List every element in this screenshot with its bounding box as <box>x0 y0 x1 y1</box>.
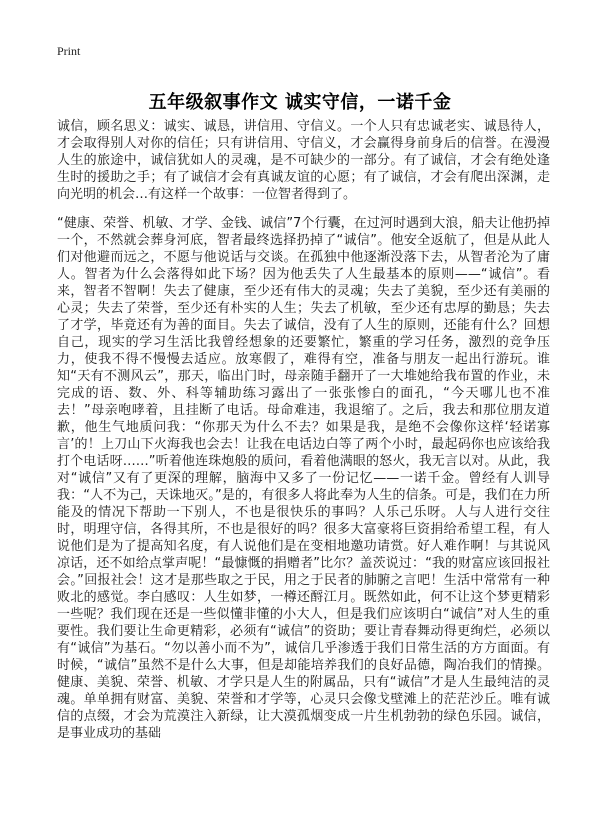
print-link[interactable]: Print <box>57 44 81 58</box>
article-paragraph: 诚信，顾名思义：诚实、诚恳，讲信用、守信义。一个人只有忠诚老实、诚恳待人，才会取得别人对你的信任；只有讲信用、守信义，才会赢得身前身后的信誉。在漫漫人生的旅途中，诚信犹如人的灵魂，是不可缺少的一部分。有了诚信，才会有绝处逢生时的援助之手；有了诚信才会有真诚友谊的心愿；有了诚信，才会有爬出深渊，走向光明的机会…有这样一个故事：一位智者得到了。 <box>57 119 550 202</box>
article-title: 五年级叙事作文 诚实守信，一诺千金 <box>148 92 452 114</box>
article-body <box>57 118 550 742</box>
article-paragraph: “健康、荣誉、机敏、才学、金钱、诚信”7个行囊，在过河时遇到大浪，船夫让他扔掉一个，不然就会葬身河底，智者最终选择扔掉了“诚信”。他安全返航了，但是从此人们对他避而远之，不愿与他说话与交谈。在孤独中他逐渐没落下去，从智者沦为了庸人。智者为什么会落得如此下场？因为他丢失了人生最基本的原则——“诚信”。看来，智者不智啊！失去了健康，至少还有伟大的灵魂；失去了美貌，至少还有美丽的心灵；失去了荣誉，至少还有朴实的人生；失去了机敏，至少还有忠厚的勤恳；失去了才学，毕竟还有为善的面目。失去了诚信，没有了人生的原则，还能有什么？回想自己，现实的学习生活比我曾经想象的还要繁忙，繁重的学习任务，激烈的竞争压力，使我不得不慢慢去适应。放寒假了，难得有空，准备与朋友一起出行游玩。谁知“天有不测风云”，那天，临出门时，母亲随手翻开了一大堆她给我布置的作业，未完成的语、数、外、科等辅助练习露出了一张张惨白的面孔，“今天哪儿也不准去！”母亲咆哮着，且挂断了电话。母命难违，我退缩了。之后，我去和那位朋友道歉，他生气地质问我：“你那天为什么不去？如果是我，是绝不会像你这样‘轻诺寡言’的！上刀山下火海我也会去！让我在电话边白等了两个小时，最起码你也应该给我打个电话呀……”听着他连珠炮般的质问，看着他满眼的怒火，我无言以对。从此，我对“诚信”又有了更深的理解，脑海中又多了一份记忆——一诺千金。曾经有人训导我：“人不为己，天诛地灭。”是的，有很多人将此奉为人生的信条。可是，我们在力所能及的情况下帮助一下别人，不也是很快乐的事吗？人乐己乐呀。人与人进行交往时，明理守信，各得其所，不也是很好的吗？很多大富豪将巨资捐给希望工程，有人说他们是为了提高知名度，有人说他们是在变相地邀功请赏。好人难作啊！与其说风凉话，还不如给点掌声呢！“最慷慨的捐赠者”比尔？盖茨说过：“我的财富应该回报社会。”回报社会！这才是那些取之于民，用之于民者的肺腑之言吧！生活中常常有一种败北的感觉。李白感叹：人生如梦，一樽还酹江月。既然如此，何不让这个梦更精彩一些呢？我们现在还是一些似懂非懂的小大人，但是我们应该明白“诚信”对人生的重要性。我们要让生命更精彩，必须有“诚信”的资助；要让青春舞动得更绚烂，必须以有“诚信”为基石。“勿以善小而不为”，诚信几乎渗透于我们日常生活的方方面面。有时候，“诚信”虽然不是什么大事，但是却能培养我们的良好品德，陶冶我们的情操。健康、美貌、荣誉、机敏、才学只是人生的附属品，只有“诚信”才是人生最纯洁的灵魂。单单拥有财富、美貌、荣誉和才学等，心灵只会像戈壁滩上的茫茫沙丘。唯有诚信的点缀，才会为荒漠注入新绿，让大漠孤烟变成一片生机勃勃的绿色乐园。诚信，是事业成功的基础 <box>57 216 550 741</box>
